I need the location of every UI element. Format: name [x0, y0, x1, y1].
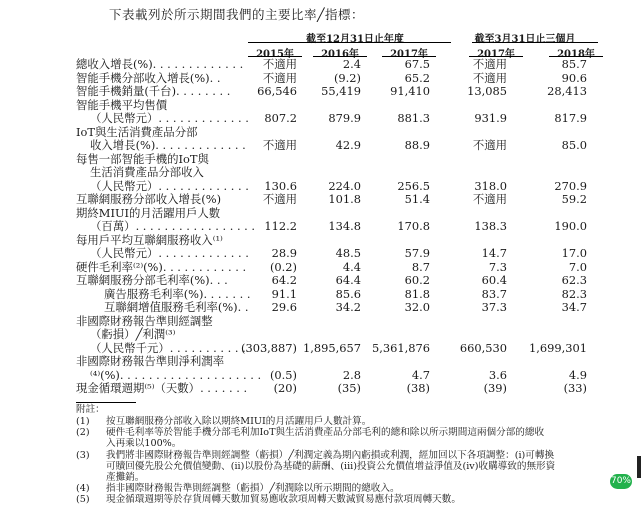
row-label: 每售一部智能手機的IoT與 [76, 151, 209, 166]
row-label: 總收入增長(%). . . . . . . . . . . . . [76, 57, 244, 71]
table-cell: (39) [483, 381, 507, 395]
note-text: 指非國際財務報告準則經調整（虧損）╱利潤除以所示期間的總收入。 [106, 483, 400, 495]
row-label: （百萬）. . . . . . . . . . . . . . . . . [90, 219, 256, 233]
table-cell: 256.5 [397, 178, 430, 193]
row-label: 智能手機平均售價 [76, 97, 168, 112]
note-number: (4) [76, 483, 90, 495]
row-label: 非國際財務報告準則經調整 [76, 313, 213, 328]
table-row [0, 166, 641, 179]
table-cell: 91,410 [390, 84, 430, 98]
table-row [0, 112, 641, 125]
row-label: （人民幣元）. . . . . . . . . . . . . [90, 178, 249, 193]
table-row [0, 193, 641, 206]
row-label: （虧損）╱利潤⁽³⁾ [90, 327, 176, 341]
row-label: 硬件毛利率⁽²⁾(%). . . . . . . . . . . . [76, 259, 247, 274]
row-label: 收入增長(%). . . . . . . . . . . . . [90, 138, 246, 152]
table-cell: 4.7 [411, 367, 430, 382]
note-text: 我們將非國際財務報告準則經調整（虧損）╱利潤定義為期內虧損或利潤，經加回以下各項調整：(i)可轉換 [106, 449, 555, 461]
table-cell: 13,085 [467, 84, 507, 98]
row-label: 互聯網服務分部毛利率(%). . . [76, 273, 228, 287]
table-cell: 879.9 [328, 111, 361, 125]
table-cell: 48.5 [335, 246, 361, 260]
table-cell: (303,887) [241, 340, 297, 355]
progress-badge: 70% [610, 474, 632, 489]
table-cell: 224.0 [328, 178, 361, 193]
table-cell: 318.0 [474, 178, 507, 193]
table-cell: 190.0 [554, 219, 587, 233]
table-cell: 67.5 [404, 57, 430, 71]
table-cell: (0.5) [269, 367, 297, 382]
table-cell: 8.7 [411, 259, 430, 274]
table-cell: 101.8 [328, 192, 361, 206]
table-cell: 85.6 [335, 286, 361, 301]
table-cell: 1,699,301 [529, 340, 587, 355]
table-cell: 64.4 [335, 273, 361, 287]
table-cell: 112.2 [264, 219, 297, 233]
table-cell: 807.2 [264, 111, 297, 125]
table-row [0, 126, 641, 139]
table-row [0, 85, 641, 98]
table-cell: 57.9 [404, 246, 430, 260]
row-label: 互聯網增值服務毛利率(%). . [104, 300, 249, 314]
table-cell: 不適用 [472, 138, 507, 152]
intro-text: 下表載列於所示期間我們的主要比率╱指標： [109, 7, 365, 22]
note-number: (2) [76, 427, 90, 439]
row-label: 智能手機銷量(千台). . . . . . . . [76, 84, 231, 98]
row-label: 每用戶平均互聯網服務收入⁽¹⁾ [76, 232, 223, 247]
table-cell: 85.7 [561, 57, 587, 71]
table-cell: 134.8 [328, 219, 361, 233]
row-label: 生活消費產品分部收入 [90, 165, 204, 179]
table-cell: 不適用 [262, 70, 297, 85]
header-year-2016: 2016年 [321, 49, 359, 60]
note-number: (5) [76, 494, 90, 506]
table-cell: 85.0 [561, 138, 587, 152]
table-cell: 881.3 [397, 111, 430, 125]
table-cell: 7.3 [488, 259, 507, 274]
table-row [0, 342, 641, 355]
note-text: 入再乘以100%。 [106, 438, 182, 450]
note-text: 可贖回優先股公允價值變動、(ii)以股份為基礎的薪酬、(iii)投資公允價值增益淨值及(iv)收購導致的無形資 [106, 460, 556, 472]
table-cell: (0.2) [269, 259, 297, 274]
table-cell: 不適用 [472, 192, 507, 206]
table-cell: 3.6 [488, 367, 507, 382]
table-cell: 170.8 [397, 219, 430, 233]
table-row [0, 72, 641, 85]
table-cell: 37.3 [481, 300, 507, 314]
row-label: （人民幣元）. . . . . . . . . . . . . [90, 246, 249, 260]
table-cell: 1,895,657 [303, 340, 361, 355]
header-group-rule-q1 [472, 42, 598, 43]
table-row [0, 382, 641, 395]
table-cell: 817.9 [554, 111, 587, 125]
table-cell: 不適用 [262, 192, 297, 206]
note-text: 現金循環週期等於存貨周轉天數加貿易應收款項周轉天數減貿易應付款項周轉天數。 [106, 494, 461, 506]
table-cell: 82.3 [561, 286, 587, 301]
table-cell: (20) [273, 381, 297, 395]
table-cell: 130.6 [264, 178, 297, 193]
header-year-2015: 2015年 [256, 49, 294, 60]
table-row [0, 315, 641, 328]
note-text: 按互聯網服務分部收入除以期終MIUI的月活躍用戶人數計算。 [106, 416, 372, 427]
note-number: (3) [76, 449, 90, 461]
row-label: 互聯網服務分部收入增長(%) [76, 192, 222, 206]
table-cell: (9.2) [333, 70, 361, 85]
table-cell: 60.4 [481, 273, 507, 287]
table-cell: 7.0 [568, 259, 587, 274]
notes-title: 附註： [76, 404, 105, 415]
table-row [0, 99, 641, 112]
row-label: 智能手機分部收入增長(%). . [76, 70, 221, 85]
table-cell: 17.0 [561, 246, 587, 260]
table-row [0, 261, 641, 274]
table-row [0, 180, 641, 193]
table-cell: 14.7 [481, 246, 507, 260]
table-cell: 64.2 [271, 273, 297, 287]
table-cell: 不適用 [262, 57, 297, 71]
table-cell: 不適用 [472, 57, 507, 71]
table-cell: 4.9 [568, 367, 587, 382]
table-cell: 5,361,876 [372, 340, 430, 355]
row-label: （人民幣元）. . . . . . . . . . . . . [90, 111, 249, 125]
header-year-2018-q1: 2018年 [557, 49, 595, 60]
table-row [0, 301, 641, 314]
table-cell: 2.4 [342, 57, 361, 71]
table-cell: 不適用 [262, 138, 297, 152]
table-row [0, 288, 641, 301]
table-cell: 91.1 [271, 286, 297, 301]
table-row [0, 355, 641, 368]
table-row [0, 234, 641, 247]
header-year-2017-q1: 2017年 [477, 49, 515, 60]
table-cell: 66,546 [257, 84, 297, 98]
header-year-2017: 2017年 [390, 49, 428, 60]
table-cell: 270.9 [554, 178, 587, 193]
row-label: ⁽⁴⁾(%). . . . . . . . . . . . . . . . . . . . [90, 367, 262, 382]
table-cell: 88.9 [404, 138, 430, 152]
table-cell: 29.6 [271, 300, 297, 314]
table-cell: 90.6 [561, 70, 587, 85]
note-text: 硬件毛利率等於智能手機分部毛利加IoT與生活消費產品分部毛利的總和除以所示期間這兩個分部的總收 [106, 427, 545, 439]
row-label: （人民幣千元）. . . . . . . . . . . [90, 340, 246, 355]
row-label: IoT與生活消費產品分部 [76, 124, 198, 139]
table-cell: 60.2 [404, 273, 430, 287]
table-cell: 55,419 [321, 84, 361, 98]
table-cell: 83.7 [481, 286, 507, 301]
table-row [0, 247, 641, 260]
table-cell: 4.4 [342, 259, 361, 274]
table-cell: (38) [406, 381, 430, 395]
table-row [0, 369, 641, 382]
table-cell: 138.3 [474, 219, 507, 233]
table-cell: 59.2 [561, 192, 587, 206]
table-cell: 51.4 [404, 192, 430, 206]
table-cell: (35) [337, 381, 361, 395]
table-cell: 34.2 [335, 300, 361, 314]
table-cell: 81.8 [404, 286, 430, 301]
table-row [0, 139, 641, 152]
header-three-months: 截至3月31日止三個月 [474, 34, 576, 45]
header-fiscal-year: 截至12月31日止年度 [306, 34, 404, 45]
table-row [0, 328, 641, 341]
note-number: (1) [76, 416, 90, 427]
table-cell: 28,413 [547, 84, 587, 98]
table-cell: 42.9 [335, 138, 361, 152]
table-row [0, 153, 641, 166]
table-cell: 62.3 [561, 273, 587, 287]
table-row [0, 220, 641, 233]
table-cell: (33) [563, 381, 587, 395]
row-label: 非國際財務報告準則淨利潤率 [76, 354, 225, 368]
table-cell: 32.0 [404, 300, 430, 314]
table-row [0, 58, 641, 71]
table-cell: 660,530 [459, 340, 507, 355]
row-label: 期終MIUI的月活躍用戶人數 [76, 205, 221, 220]
note-text: 產攤銷。 [106, 472, 145, 483]
scrollbar-edge [637, 456, 641, 478]
header-group-rule-fy [248, 42, 451, 43]
table-cell: 65.2 [404, 70, 430, 85]
row-label: 廣告服務毛利率(%). . . . . . . [104, 286, 251, 301]
table-row [0, 207, 641, 220]
table-row [0, 274, 641, 287]
row-label: 現金循環週期⁽⁵⁾（天數）. . . . . . . [76, 381, 248, 395]
table-cell: 28.9 [271, 246, 297, 260]
table-cell: 不適用 [472, 70, 507, 85]
table-cell: 931.9 [474, 111, 507, 125]
notes-rule [76, 402, 136, 403]
table-cell: 2.8 [342, 367, 361, 382]
table-cell: 34.7 [561, 300, 587, 314]
